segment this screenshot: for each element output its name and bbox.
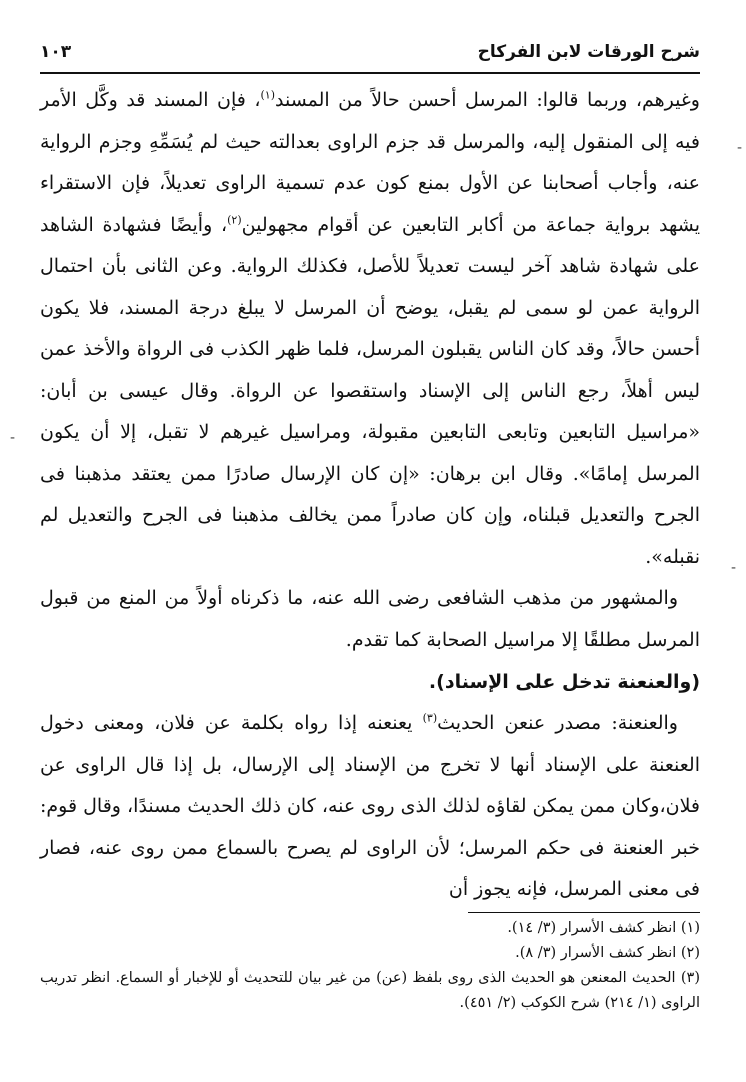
paragraph-1-text-2: ، فإن المسند قد وكَّل الأمر فيه إلى المنقول إليه، والمرسل قد جزم الراوى بعدالته حيث لم يُسَمِّهِ وجزم الرواية عنه، وأجاب أصحابنا عن الأول بمنع كون عدم تسمية الراوى تعديلاً، فإن الاستقراء يشهد برواية جماعة من أكابر التابعين عن أقوام مجهولين <box>40 89 700 236</box>
footnote-ref-2: (٢) <box>227 213 242 227</box>
footnote-separator <box>468 912 700 913</box>
section-heading: (والعنعنة تدخل على الإسناد). <box>428 671 700 693</box>
footnote-3: (٣) الحديث المعنعن هو الحديث الذى روى بلفظ (عن) من غير بيان للتحديث أو للإخبار أو السماع. انظر تدريب الراوى (١/ ٢١٤) شرح الكوكب (٢/ ٤٥١). <box>40 970 700 1011</box>
paragraph-1 <box>40 80 700 578</box>
footnote-2: (٢) انظر كشف الأسرار (٣/ ٨). <box>515 945 700 961</box>
header-rule <box>40 72 700 74</box>
paragraph-2 <box>40 578 700 661</box>
footnote-ref-3: (٣) <box>422 711 438 725</box>
footnote-1: (١) انظر كشف الأسرار (٣/ ١٤). <box>507 920 700 936</box>
margin-mark: - <box>730 560 736 576</box>
footnotes <box>40 916 700 1016</box>
paragraph-2-text: والمشهور من مذهب الشافعى رضى الله عنه، ما ذكرناه أولاً من المنع من قبول المرسل مطلقًا إلا مراسيل الصحابة كما تقدم. <box>40 587 700 651</box>
running-header <box>40 40 700 68</box>
paragraph-3-text-1: والعنعنة: مصدر عنعن الحديث <box>437 712 678 734</box>
page-number: ١٠٣ <box>40 42 72 62</box>
paragraph-3-text-2: يعنعنه إذا رواه بكلمة عن فلان، ومعنى دخول العنعنة على الإسناد أنها لا تخرج من الإسناد إلى الإرسال، بل إذا قال الراوى عن فلان،وكان ممن يمكن لقاؤه لذلك الذى روى عنه، كان ذلك الحديث مسندًا، وقال قوم: خبر العنعنة فى حكم المرسل؛ لأن الراوى لم يصرح بالسماع ممن روى عنه، فصار فى معنى المرسل، فإنه يجوز أن <box>40 712 700 900</box>
paragraph-1-text-1: وغيرهم، وربما قالوا: المرسل أحسن حالاً من المسند <box>274 89 700 111</box>
paragraph-3 <box>40 703 700 911</box>
margin-mark: - <box>736 140 742 156</box>
main-text <box>40 80 700 911</box>
margin-mark: - <box>10 430 16 446</box>
footnote-ref-1: (١) <box>260 88 275 102</box>
paragraph-1-text-3: ، وأيضًا فشهادة الشاهد على شهادة شاهد آخر ليست تعديلاً للأصل، فكذلك الرواية. وعن الثانى بأن احتمال الرواية عمن لو سمى لم يقبل، يوضح أن المرسل لا يبلغ درجة المسند، فلا يكون أحسن حالاً، وقد كان الناس يقبلون المرسل، فلما ظهر الكذب فى الرواة والأخذ عمن ليس أهلاً، رجع الناس إلى الإسناد واستقصوا عن الرواة. وقال عيسى بن أبان: «مراسيل التابعين وتابعى التابعين مقبولة، ومراسيل غيرهم لا تقبل، إلا أن يكون المرسل إمامًا». وقال ابن برهان: «إن كان الإرسال صادرًا ممن يعتقد مذهبنا فى الجرح والتعديل قبلناه، وإن كان صادراً ممن يخالف مذهبنا فى الجرح والتعديل لم نقبله». <box>40 213 700 568</box>
header-title: شرح الورقات لابن الفركاح <box>477 42 700 62</box>
